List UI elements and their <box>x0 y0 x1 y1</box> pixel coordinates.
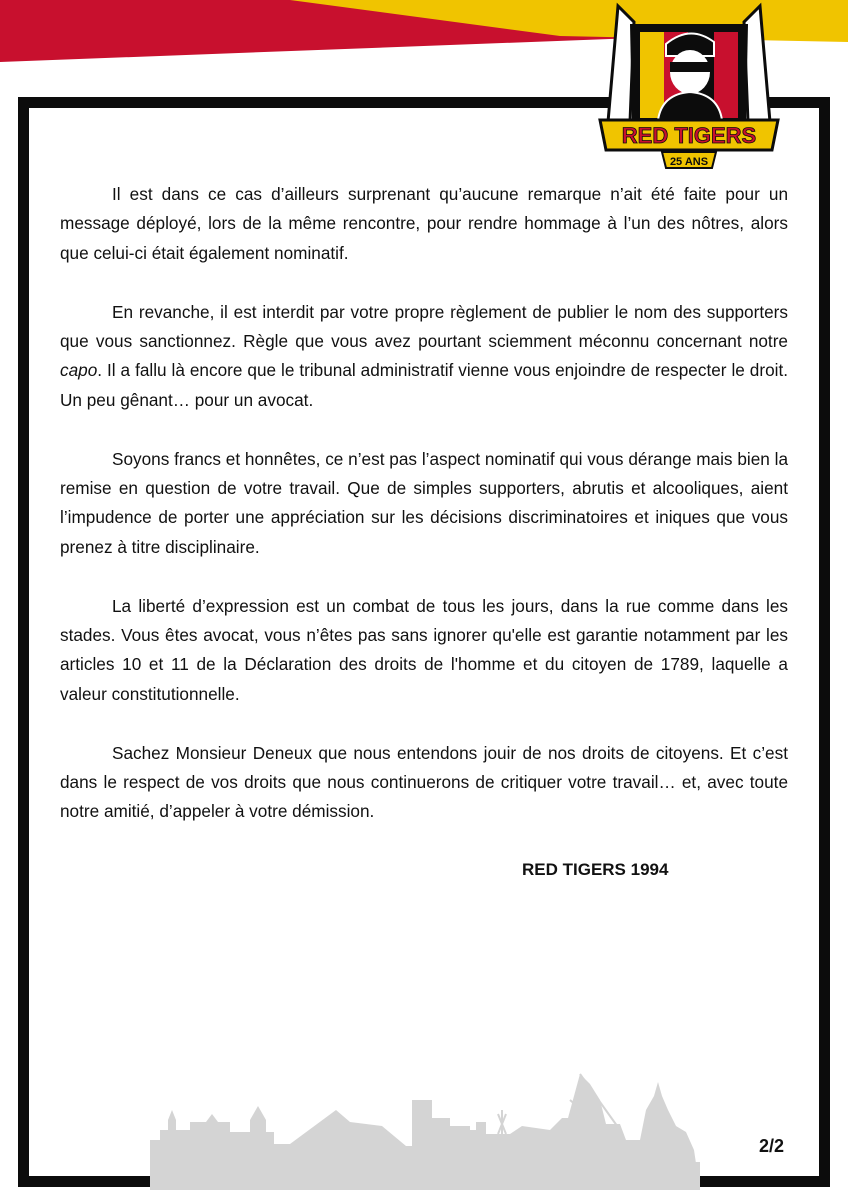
paragraph-2-text-before: En revanche, il est interdit par votre propre règlement de publier le nom des supporters que vous sanctionnez. Règle que vous avez pourtant sciemment méconnu concernant notre <box>60 301 788 352</box>
logo-title: RED TIGERS <box>621 123 757 148</box>
logo-anniversary: 25 ANS <box>669 156 709 168</box>
red-tigers-logo <box>596 2 782 172</box>
signature: RED TIGERS 1994 <box>522 860 669 879</box>
paragraph-2-emphasis: capo <box>60 360 98 381</box>
paragraph-4: La liberté d’expression est un combat de tous les jours, dans la rue comme dans les stades. Vous êtes avocat, vous n’êtes pas sans ignorer qu'elle est garantie notamment par les articles 10 et 11 de la Déclaration des droits de l'homme et du citoyen de 1789, laquelle a valeur constitutionnelle. <box>60 595 788 704</box>
paragraph-2 <box>60 298 788 416</box>
city-skyline-graphic <box>150 1070 700 1190</box>
paragraph-3: Soyons francs et honnêtes, ce n’est pas l’aspect nominatif qui vous dérange mais bien la remise en question de votre travail. Que de simples supporters, abrutis et alcooliques, aient l’impudence de porter une appréciation sur les décisions discriminatoires et iniques que vous prenez à titre disciplinaire. <box>60 448 788 557</box>
letter-body <box>60 180 788 856</box>
paragraph-2-text-after: . Il a fallu là encore que le tribunal administratif vienne vous enjoindre de respecter le droit. Un peu gênant… pour un avocat. <box>60 360 788 410</box>
paragraph-5: Sachez Monsieur Deneux que nous entendons jouir de nos droits de citoyens. Et c’est dans le respect de vos droits que nous continuerons de critiquer votre travail… et, avec toute notre amitié, d’appeler à votre démission. <box>60 742 788 822</box>
page-number: 2/2 <box>759 1136 785 1156</box>
paragraph-1: Il est dans ce cas d’ailleurs surprenant qu’aucune remarque n’ait été faite pour un message déployé, lors de la même rencontre, pour rendre hommage à l’un des nôtres, alors que celui-ci était également nominatif. <box>60 184 788 263</box>
